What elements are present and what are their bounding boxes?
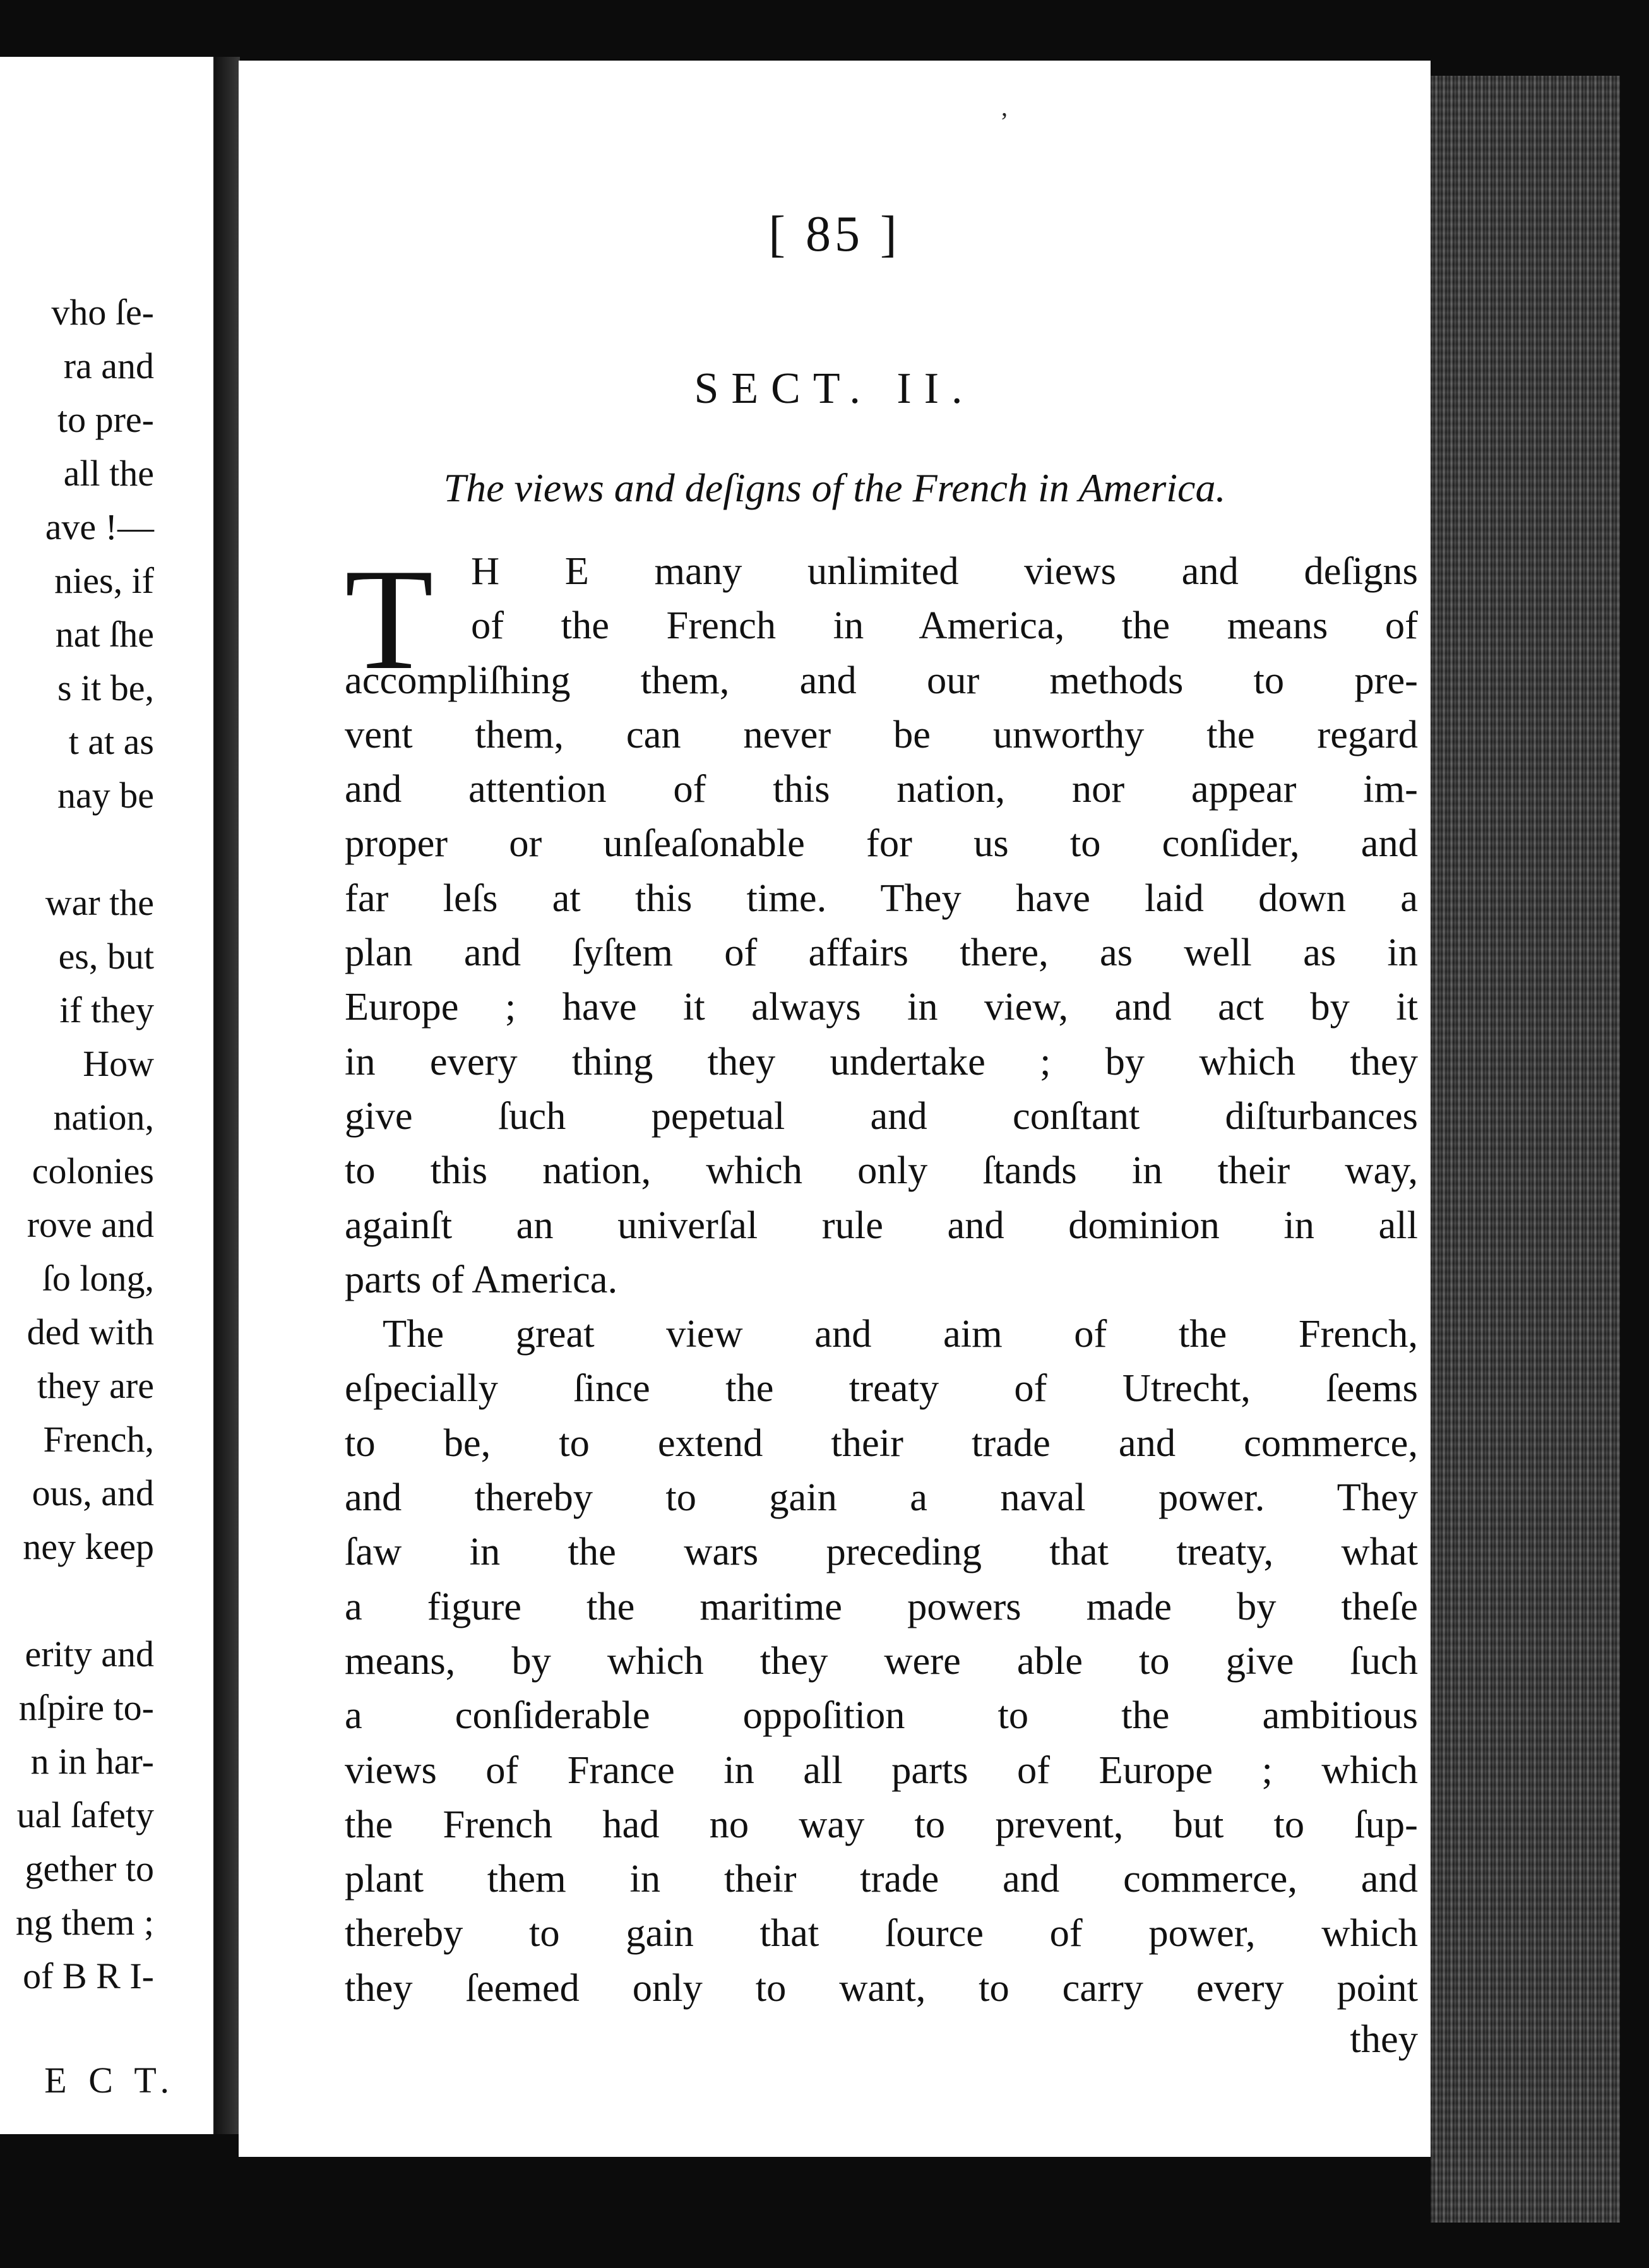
left-page-line: es, but: [58, 936, 154, 977]
body-line: a figure the maritime powers made by theſe: [345, 1584, 1418, 1628]
left-page-line: to pre-: [57, 399, 154, 440]
catchword: they: [1350, 2017, 1418, 2061]
body-line: means, by which they were able to give ſuch: [345, 1638, 1418, 1683]
left-facing-page: [0, 57, 220, 2134]
body-line: the French had no way to prevent, but to ſup-: [345, 1801, 1418, 1846]
left-page-line: ſo long,: [42, 1258, 154, 1299]
body-text: [345, 539, 1418, 2015]
body-line: they ſeemed only to want, to carry every point: [345, 1965, 1418, 2010]
left-page-line: if they: [59, 989, 154, 1030]
body-line: accompliſhing them, and our methods to pre-: [345, 657, 1418, 702]
left-page-line: nation,: [53, 1097, 154, 1138]
left-page-line: French,: [43, 1419, 154, 1460]
left-page-line: How: [83, 1043, 154, 1084]
page-number: [ 85 ]: [768, 206, 901, 262]
left-page-line: nies, if: [54, 560, 154, 601]
left-page-line: s it be,: [57, 667, 154, 708]
body-line: to this nation, which only ſtands in their way,: [345, 1148, 1418, 1193]
body-line: The great view and aim of the French,: [383, 1311, 1418, 1356]
left-page-line: ous, and: [32, 1472, 154, 1513]
body-line: ſaw in the wars preceding that treaty, what: [345, 1529, 1418, 1574]
body-line: and attention of this nation, nor appear im-: [345, 767, 1418, 811]
left-page-line: ra and: [63, 345, 154, 386]
body-line: give ſuch pepetual and conſtant diſturbances: [345, 1093, 1418, 1138]
body-line: H E many unlimited views and deſigns: [471, 549, 1418, 593]
left-page-line: t at as: [68, 721, 154, 762]
left-page-line: n in har-: [30, 1741, 154, 1782]
page-edges-stack: [1431, 76, 1620, 2223]
body-line: to be, to extend their trade and commerce,: [345, 1420, 1418, 1465]
drop-cap-letter: T: [345, 539, 434, 700]
left-page-line: ave !—: [45, 506, 154, 547]
body-line: far leſs at this time. They have laid down a: [345, 875, 1418, 920]
body-line: and thereby to gain a naval power. They: [345, 1475, 1418, 1520]
left-page-line: vho ſe-: [51, 292, 154, 333]
left-page-line: all the: [63, 453, 154, 494]
body-line: views of France in all parts of Europe ; which: [345, 1747, 1418, 1792]
left-page-line: ng them ;: [15, 1902, 154, 1943]
left-page-line: war the: [45, 882, 154, 923]
left-page-line: ded with: [27, 1311, 154, 1352]
left-page-line: gether to: [25, 1848, 154, 1889]
section-heading: SECT. II.: [694, 364, 975, 413]
body-line: vent them, can never be unworthy the regard: [345, 712, 1418, 756]
right-page: [239, 61, 1431, 2157]
body-line: againſt an univerſal rule and dominion in all: [345, 1202, 1418, 1247]
body-line: parts of America.: [345, 1256, 618, 1301]
left-page-line: they are: [37, 1365, 154, 1406]
left-page-line: colonies: [32, 1150, 154, 1191]
left-page-line: ual ſafety: [16, 1794, 154, 1835]
body-line: proper or unſeaſonable for us to conſider, and: [345, 821, 1418, 866]
body-line: of the French in America, the means of: [471, 603, 1418, 648]
body-line: thereby to gain that ſource of power, which: [345, 1911, 1418, 1955]
left-page-line: nſpire to-: [18, 1687, 154, 1728]
left-page-line: nay be: [57, 775, 154, 816]
body-line: eſpecially ſince the treaty of Utrecht, ſeems: [345, 1366, 1418, 1411]
body-line: in every thing they undertake ; by which they: [345, 1039, 1418, 1083]
body-line: a conſiderable oppoſition to the ambitious: [345, 1693, 1418, 1738]
left-page-line: of B R I-: [23, 1955, 154, 1996]
left-page-catchword: E C T.: [44, 2060, 176, 2101]
left-page-line: rove and: [27, 1204, 154, 1245]
body-line: plan and ſyſtem of affairs there, as well as in: [345, 930, 1418, 975]
left-page-line: nat ſhe: [55, 614, 154, 655]
ink-mark: ,: [1001, 93, 1008, 121]
body-line: Europe ; have it always in view, and act by it: [345, 984, 1418, 1029]
left-page-line: ney keep: [23, 1526, 154, 1567]
book-gutter: [215, 57, 240, 2134]
section-subtitle: The views and deſigns of the French in America.: [443, 465, 1226, 510]
body-line: plant them in their trade and commerce, and: [345, 1856, 1418, 1901]
left-page-line: erity and: [25, 1633, 154, 1674]
